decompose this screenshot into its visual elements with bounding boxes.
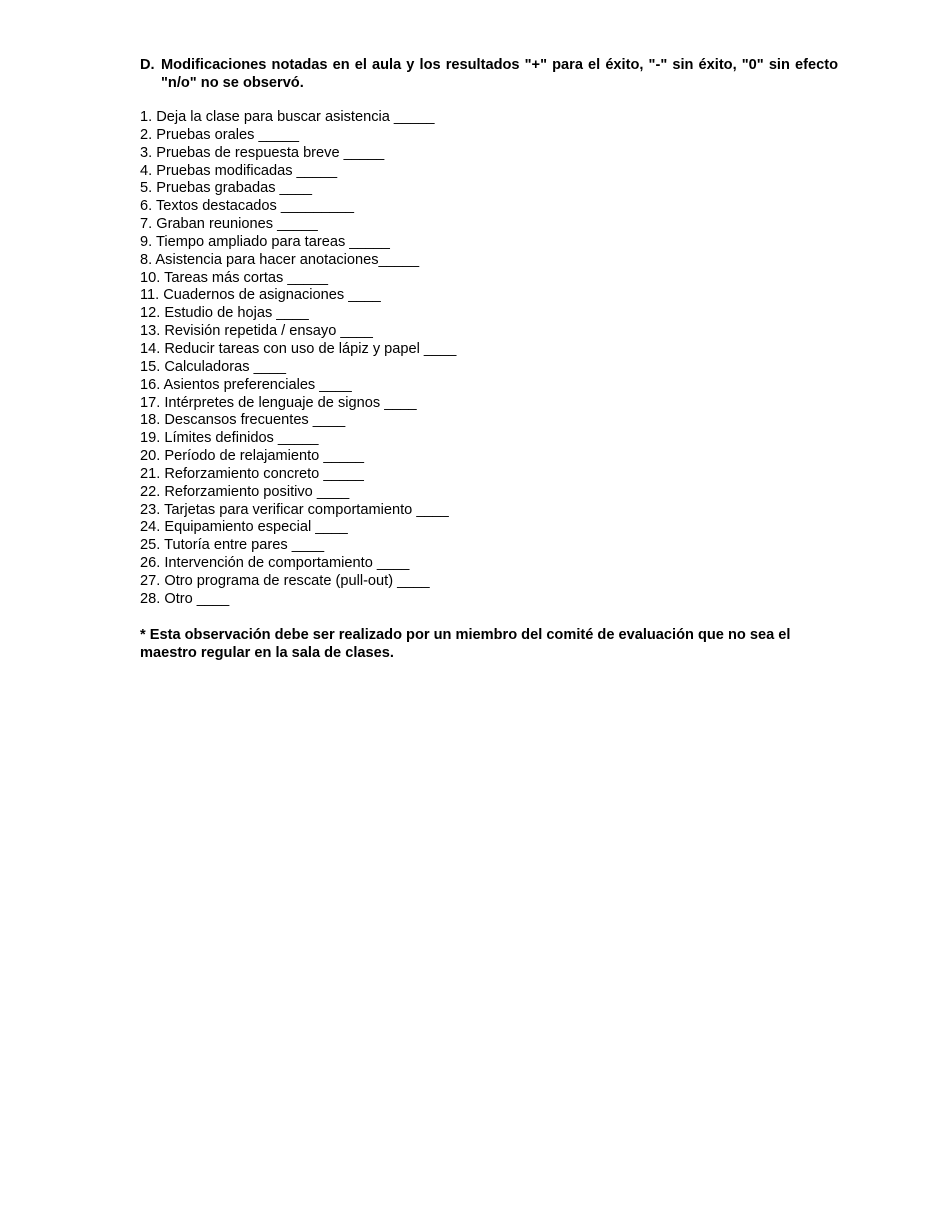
list-item: 6. Textos destacados _________ xyxy=(140,198,354,215)
section-letter: D. xyxy=(140,57,155,73)
list-item: 7. Graban reuniones _____ xyxy=(140,216,318,233)
list-item: 15. Calculadoras ____ xyxy=(140,358,287,375)
footnote: * Esta observación debe ser realizado por un miembro del comité de evaluación que no sea el maestro regular en la sala de clases. xyxy=(140,626,791,661)
list-item: 19. Límites definidos _____ xyxy=(140,430,319,447)
list-item: 4. Pruebas modificadas _____ xyxy=(140,162,338,179)
modifications-list xyxy=(140,109,838,609)
list-item: 1. Deja la clase para buscar asistencia _____ xyxy=(140,109,435,125)
list-item: 17. Intérpretes de lenguaje de signos ____ xyxy=(140,394,417,411)
document-page xyxy=(140,56,838,662)
list-item: 11. Cuadernos de asignaciones ____ xyxy=(140,287,381,304)
list-item: 2. Pruebas orales _____ xyxy=(140,126,300,143)
list-item: 21. Reforzamiento concreto _____ xyxy=(140,465,364,482)
list-item: 14. Reducir tareas con uso de lápiz y papel ____ xyxy=(140,340,457,357)
list-item: 28. Otro ____ xyxy=(140,590,230,607)
list-item: 24. Equipamiento especial ____ xyxy=(140,519,348,536)
list-item: 3. Pruebas de respuesta breve _____ xyxy=(140,144,385,161)
section-heading xyxy=(140,56,838,92)
list-item: 13. Revisión repetida / ensayo ____ xyxy=(140,323,373,340)
list-item: 9. Tiempo ampliado para tareas _____ xyxy=(140,233,390,250)
list-item: 5. Pruebas grabadas ____ xyxy=(140,180,313,197)
list-item: 27. Otro programa de rescate (pull-out) ____ xyxy=(140,572,430,589)
list-item: 20. Período de relajamiento _____ xyxy=(140,448,364,465)
list-item: 26. Intervención de comportamiento ____ xyxy=(140,555,410,572)
list-item: 16. Asientos preferenciales ____ xyxy=(140,376,352,393)
list-item: 18. Descansos frecuentes ____ xyxy=(140,412,346,429)
list-item: 10. Tareas más cortas _____ xyxy=(140,269,328,286)
list-item: 12. Estudio de hojas ____ xyxy=(140,305,309,322)
section-heading-text: Modificaciones notadas en el aula y los resultados "+" para el éxito, "-" sin éxito, "0" sin efecto "n/o" no se observó. xyxy=(161,57,838,91)
list-item: 23. Tarjetas para verificar comportamiento ____ xyxy=(140,501,449,518)
list-item: 25. Tutoría entre pares ____ xyxy=(140,537,325,554)
list-item: 8. Asistencia para hacer anotaciones_____ xyxy=(140,251,420,268)
list-item: 22. Reforzamiento positivo ____ xyxy=(140,483,350,500)
